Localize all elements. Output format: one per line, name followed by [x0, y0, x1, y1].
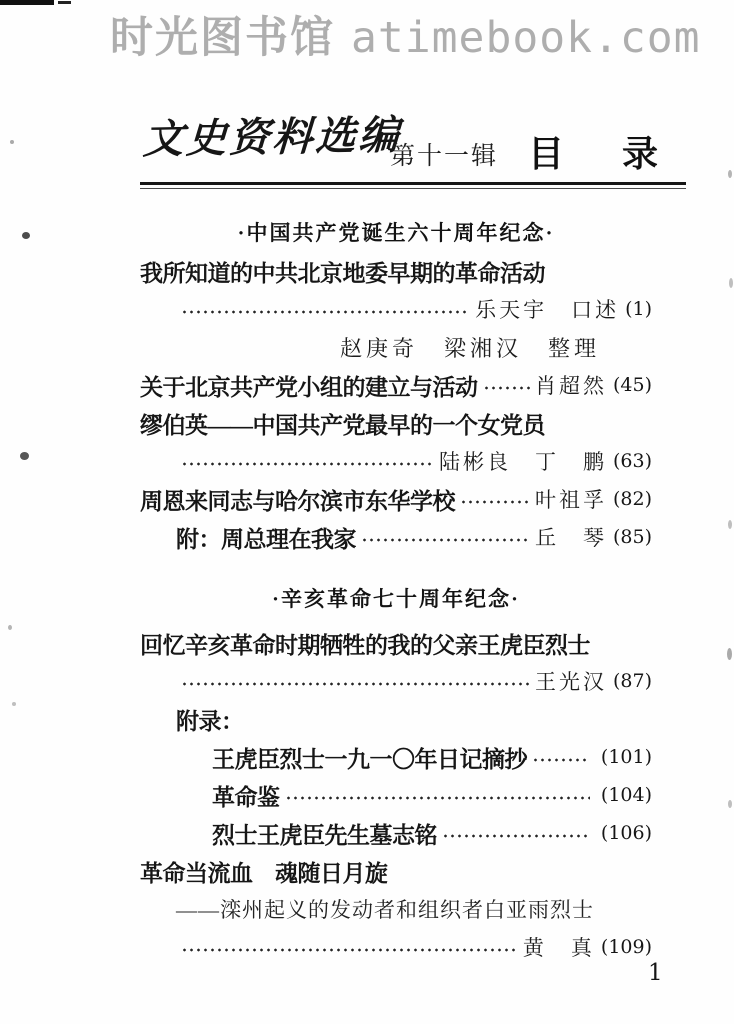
toc-line [140, 480, 652, 518]
toc-line [140, 518, 652, 556]
dotted-leader [532, 755, 590, 765]
dotted-leader [181, 307, 470, 317]
entry-title: 附：周总理在我家 [176, 526, 356, 552]
entry-title: 关于北京共产党小组的建立与活动 [140, 374, 478, 400]
entry-title: 附录： [176, 708, 244, 734]
section-heading: ·中国共产党诞生六十周年纪念· [237, 221, 555, 245]
entry-author: 丘 琴 [534, 526, 607, 550]
entry-page-number: (45) [612, 374, 652, 396]
scan-artifact [728, 520, 732, 529]
entry-page-number: (85) [612, 526, 652, 548]
watermark [110, 4, 701, 65]
toc [140, 212, 652, 966]
entry-page-number: (1) [625, 298, 652, 320]
toc-line [140, 290, 652, 328]
section-heading: ·辛亥革命七十周年纪念· [271, 587, 520, 611]
toc-line [140, 776, 652, 814]
scan-artifact [727, 648, 732, 660]
entry-page-number: (63) [612, 450, 652, 472]
dotted-leader [181, 945, 518, 955]
entry-title: 王虎臣烈士一九一〇年日记摘抄 [212, 746, 527, 772]
toc-line [140, 442, 652, 480]
scan-artifact [728, 800, 732, 808]
scan-artifact-top-bar [58, 1, 71, 4]
entry-title: 回忆辛亥革命时期牺牲的我的父亲王虎臣烈士 [140, 632, 590, 658]
toc-line [140, 700, 652, 738]
page-number: 1 [648, 960, 663, 986]
toc-line [140, 890, 652, 928]
entry-author: 叶祖孚 [534, 488, 607, 512]
dotted-leader [181, 679, 530, 689]
toc-line [140, 928, 652, 966]
scan-artifact [20, 452, 29, 460]
entry-author: 乐天宇 口述 [475, 298, 620, 322]
series-title: 文史资料选编 [142, 112, 403, 163]
entry-page-number: (109) [600, 936, 652, 958]
dotted-leader [181, 459, 434, 469]
dotted-leader [285, 793, 590, 803]
entry-author: 肖超然 [534, 374, 607, 398]
entry-author: 王光汉 [534, 670, 607, 694]
entry-title: 缪伯英——中国共产党最早的一个女党员 [140, 412, 545, 438]
contents-title-char: 目 [528, 134, 565, 174]
entry-page-number: (106) [600, 822, 652, 844]
scan-artifact [22, 232, 30, 239]
scan-artifact [729, 278, 733, 288]
dotted-leader [483, 383, 530, 393]
toc-line [140, 662, 652, 700]
scan-artifact [10, 140, 14, 144]
dotted-leader [442, 831, 590, 841]
entry-title: 革命鉴 [212, 784, 280, 810]
entry-page-number: (82) [612, 488, 652, 510]
entry-title: 周恩来同志与哈尔滨市东华学校 [140, 488, 455, 514]
masthead-divider-rule [140, 182, 686, 189]
scan-artifact [8, 625, 12, 630]
toc-line [140, 738, 652, 776]
scan-artifact [12, 702, 16, 706]
entry-title: 革命当流血 魂随日月旋 [140, 860, 388, 886]
entry-title: 我所知道的中共北京地委早期的革命活动 [140, 260, 545, 286]
dotted-leader [361, 535, 530, 545]
byline-text: 赵庚奇 梁湘汉 整理 [339, 335, 600, 361]
toc-line [140, 624, 652, 662]
contents-title-char: 录 [622, 134, 659, 174]
entry-page-number: (87) [612, 670, 652, 692]
watermark-website: atimebook.com [351, 13, 701, 63]
scan-artifact [728, 170, 732, 178]
toc-line [140, 814, 652, 852]
entry-title: 烈士王虎臣先生墓志铭 [212, 822, 437, 848]
contents-title [528, 126, 658, 177]
toc-line [140, 252, 652, 290]
watermark-library-name: 时光图书馆 [110, 13, 335, 63]
toc-line [140, 366, 652, 404]
entry-subtitle: ——滦州起义的发动者和组织者白亚雨烈士 [176, 898, 594, 922]
masthead [142, 108, 702, 188]
toc-line [140, 328, 652, 366]
entry-author: 黄 真 [522, 936, 595, 960]
toc-line [140, 404, 652, 442]
scan-artifact-top-bar [0, 0, 54, 5]
entry-author: 陆彬良 丁 鹏 [438, 450, 607, 474]
toc-line [140, 852, 652, 890]
entry-page-number: (104) [600, 784, 652, 806]
dotted-leader [460, 497, 530, 507]
entry-page-number: (101) [600, 746, 652, 768]
volume-label: 第十一辑 [390, 143, 499, 170]
